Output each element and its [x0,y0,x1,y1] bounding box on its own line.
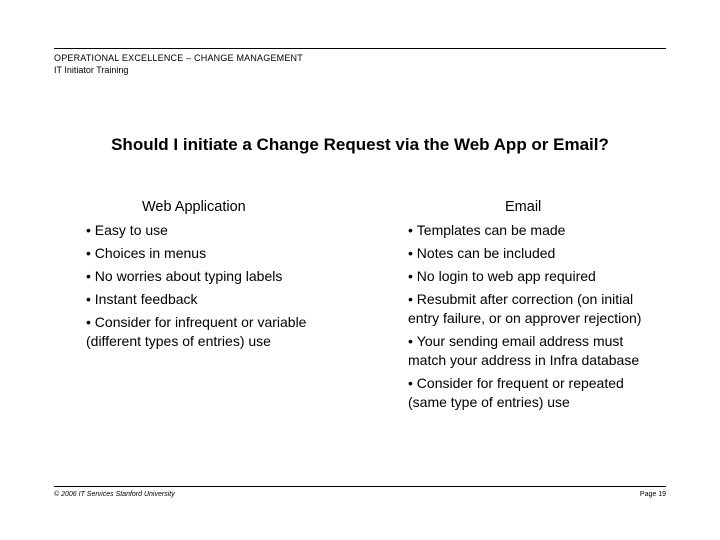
list-item: • Templates can be made [408,221,648,240]
email-list [408,221,648,412]
list-item: • Notes can be included [408,244,648,263]
list-item: • Choices in menus [86,244,326,263]
web-application-column [86,197,326,355]
list-item: • Consider for infrequent or variable (different types of entries) use [86,313,326,351]
email-column [408,197,648,416]
slide-title: Should I initiate a Change Request via the Web App or Email? [111,135,609,154]
footer-divider [54,486,666,487]
header-divider [54,48,666,49]
list-item: • No login to web app required [408,267,648,286]
web-application-list [86,221,326,351]
list-item: • Instant feedback [86,290,326,309]
header-title: OPERATIONAL EXCELLENCE – CHANGE MANAGEMENT [54,53,303,63]
list-item: • Resubmit after correction (on initial entry failure, or on approver rejection) [408,290,648,328]
list-item: • Your sending email address must match your address in Infra database [408,332,648,370]
page-number: Page 19 [639,491,666,498]
header-subtitle: IT Initiator Training [54,65,129,75]
footer-copyright: © 2006 IT Services Stanford University [54,491,175,498]
list-item: • Easy to use [86,221,326,240]
email-heading: Email [505,199,542,215]
list-item: • Consider for frequent or repeated (same type of entries) use [408,374,648,412]
web-application-heading: Web Application [142,199,246,215]
list-item: • No worries about typing labels [86,267,326,286]
